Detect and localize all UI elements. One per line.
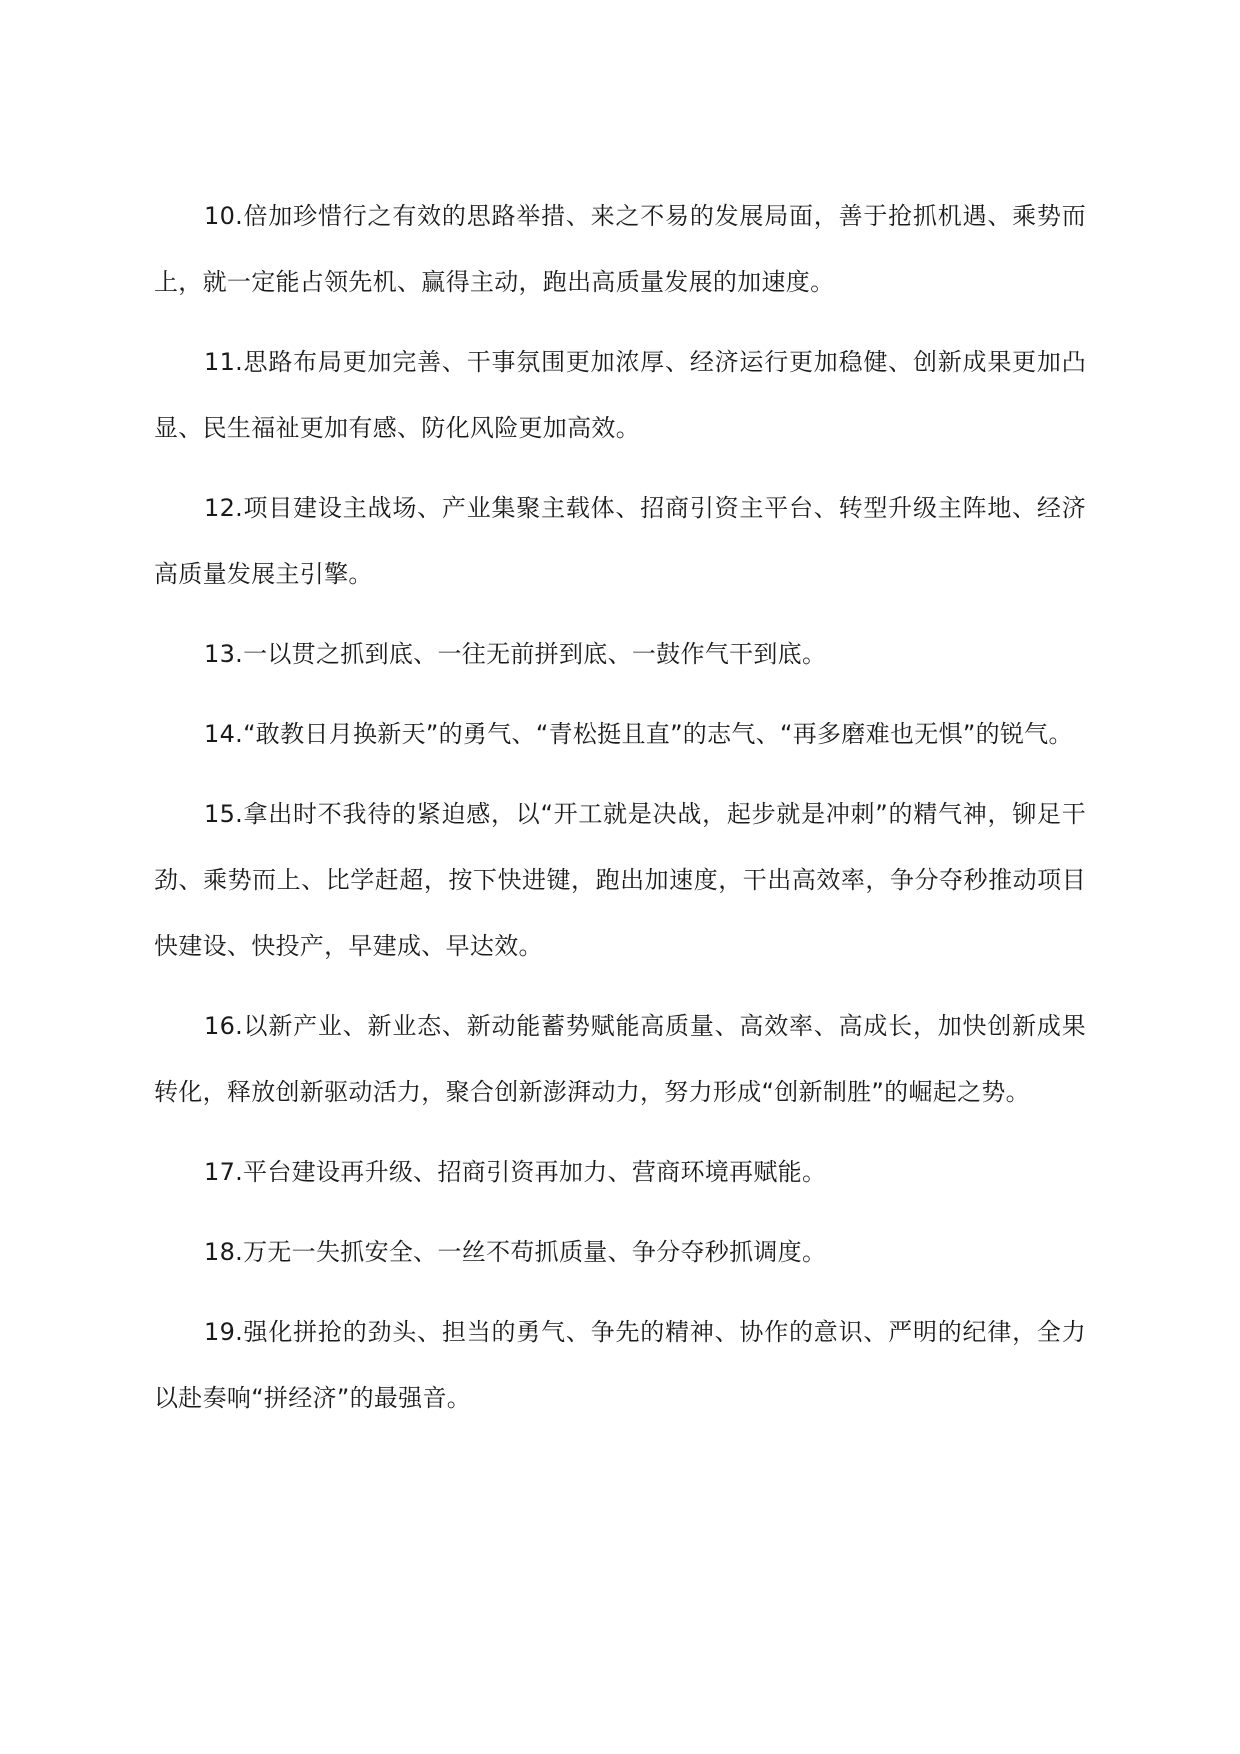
paragraph-17: 17.平台建设再升级、招商引资再加力、营商环境再赋能。 — [204, 1158, 827, 1186]
paragraph-19: 19.强化拼抢的劲头、担当的勇气、争先的精神、协作的意识、严明的纪律，全力以赴奏响“拼经济”的最强音。 — [154, 1318, 1086, 1412]
paragraph-10: 10.倍加珍惜行之有效的思路举措、来之不易的发展局面，善于抢抓机遇、乘势而上，就一定能占领先机、赢得主动，跑出高质量发展的加速度。 — [154, 202, 1086, 296]
paragraph-16: 16.以新产业、新业态、新动能蓄势赋能高质量、高效率、高成长，加快创新成果转化，释放创新驱动活力，聚合创新澎湃动力，努力形成“创新制胜”的崛起之势。 — [154, 1012, 1086, 1106]
paragraph-11: 11.思路布局更加完善、干事氛围更加浓厚、经济运行更加稳健、创新成果更加凸显、民生福祉更加有感、防化风险更加高效。 — [154, 348, 1086, 442]
paragraph-13: 13.一以贯之抓到底、一往无前拼到底、一鼓作气干到底。 — [204, 640, 827, 668]
paragraph-14: 14.“敢教日月换新天”的勇气、“青松挺且直”的志气、“再多磨难也无惧”的锐气。 — [204, 720, 1073, 748]
document-body — [154, 183, 1086, 1445]
paragraph-15: 15.拿出时不我待的紧迫感，以“开工就是决战，起步就是冲刺”的精气神，铆足干劲、乘势而上、比学赶超，按下快进键，跑出加速度，干出高效率，争分夺秒推动项目快建设、快投产，早建成、早达效。 — [154, 800, 1086, 960]
paragraph-18: 18.万无一失抓安全、一丝不苟抓质量、争分夺秒抓调度。 — [204, 1238, 827, 1266]
paragraph-12: 12.项目建设主战场、产业集聚主载体、招商引资主平台、转型升级主阵地、经济高质量发展主引擎。 — [154, 494, 1086, 588]
